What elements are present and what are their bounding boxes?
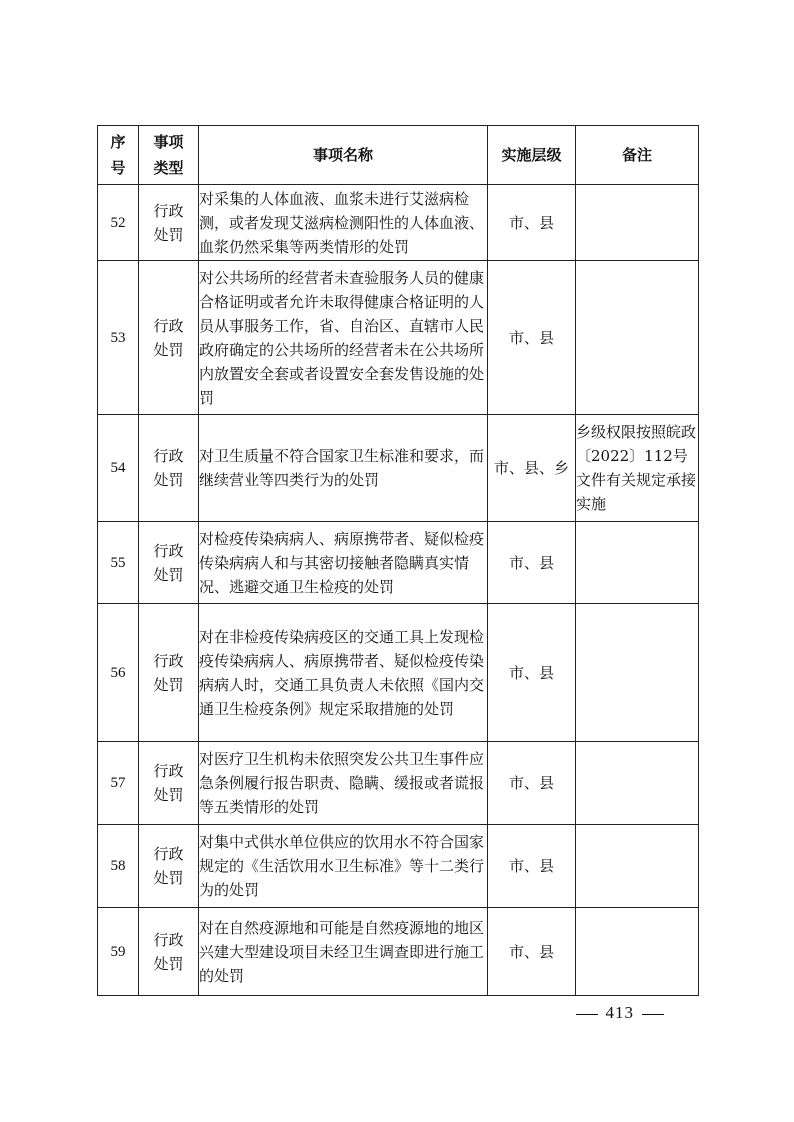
row-level: 市、县 <box>488 908 576 996</box>
row-number: 53 <box>98 261 139 415</box>
row-type: 行政处罚 <box>139 261 199 415</box>
items-table <box>97 125 699 996</box>
table-row <box>98 825 699 908</box>
row-level: 市、县 <box>488 261 576 415</box>
header-note: 备注 <box>576 126 699 185</box>
row-note <box>576 825 699 908</box>
row-note: 乡级权限按照皖政〔2022〕112号文件有关规定承接实施 <box>576 415 699 522</box>
row-level: 市、县 <box>488 742 576 825</box>
table-row <box>98 604 699 742</box>
row-name: 对检疫传染病病人、病原携带者、疑似检疫传染病病人和与其密切接触者隐瞒真实情况、逃避交通卫生检疫的处罚 <box>199 522 488 604</box>
table-row <box>98 415 699 522</box>
row-name: 对卫生质量不符合国家卫生标准和要求，而继续营业等四类行为的处罚 <box>199 415 488 522</box>
header-type: 事项类型 <box>139 126 199 185</box>
page-number <box>568 1003 673 1023</box>
row-note <box>576 522 699 604</box>
table-header-row <box>98 126 699 185</box>
page-dash-right <box>642 1014 664 1015</box>
row-name: 对集中式供水单位供应的饮用水不符合国家规定的《生活饮用水卫生标准》等十二类行为的处罚 <box>199 825 488 908</box>
table-row <box>98 261 699 415</box>
row-note <box>576 261 699 415</box>
table-row <box>98 908 699 996</box>
row-level: 市、县 <box>488 522 576 604</box>
row-number: 55 <box>98 522 139 604</box>
row-note <box>576 742 699 825</box>
row-level: 市、县、乡 <box>488 415 576 522</box>
row-number: 56 <box>98 604 139 742</box>
table-row <box>98 522 699 604</box>
row-name: 对在自然疫源地和可能是自然疫源地的地区兴建大型建设项目未经卫生调查即进行施工的处罚 <box>199 908 488 996</box>
row-type: 行政处罚 <box>139 825 199 908</box>
row-level: 市、县 <box>488 604 576 742</box>
row-type: 行政处罚 <box>139 415 199 522</box>
row-note <box>576 604 699 742</box>
table-row <box>98 185 699 261</box>
row-number: 58 <box>98 825 139 908</box>
row-name: 对采集的人体血液、血浆未进行艾滋病检测，或者发现艾滋病检测阳性的人体血液、血浆仍然采集等两类情形的处罚 <box>199 185 488 261</box>
row-type: 行政处罚 <box>139 185 199 261</box>
row-number: 52 <box>98 185 139 261</box>
page-dash-left <box>576 1014 598 1015</box>
row-type: 行政处罚 <box>139 604 199 742</box>
page-number-text: 413 <box>605 1003 634 1022</box>
row-level: 市、县 <box>488 185 576 261</box>
table-row <box>98 742 699 825</box>
row-type: 行政处罚 <box>139 908 199 996</box>
row-level: 市、县 <box>488 825 576 908</box>
row-number: 59 <box>98 908 139 996</box>
header-level: 实施层级 <box>488 126 576 185</box>
row-name: 对医疗卫生机构未依照突发公共卫生事件应急条例履行报告职责、隐瞒、缓报或者谎报等五类情形的处罚 <box>199 742 488 825</box>
row-note <box>576 908 699 996</box>
row-number: 54 <box>98 415 139 522</box>
row-number: 57 <box>98 742 139 825</box>
header-name: 事项名称 <box>199 126 488 185</box>
row-name: 对在非检疫传染病疫区的交通工具上发现检疫传染病病人、病原携带者、疑似检疫传染病病人时，交通工具负责人未依照《国内交通卫生检疫条例》规定采取措施的处罚 <box>199 604 488 742</box>
row-type: 行政处罚 <box>139 742 199 825</box>
header-seq: 序号 <box>98 126 139 185</box>
row-note <box>576 185 699 261</box>
row-type: 行政处罚 <box>139 522 199 604</box>
row-name: 对公共场所的经营者未查验服务人员的健康合格证明或者允许未取得健康合格证明的人员从事服务工作，省、自治区、直辖市人民政府确定的公共场所的经营者未在公共场所内放置安全套或者设置安全套发售设施的处罚 <box>199 261 488 415</box>
